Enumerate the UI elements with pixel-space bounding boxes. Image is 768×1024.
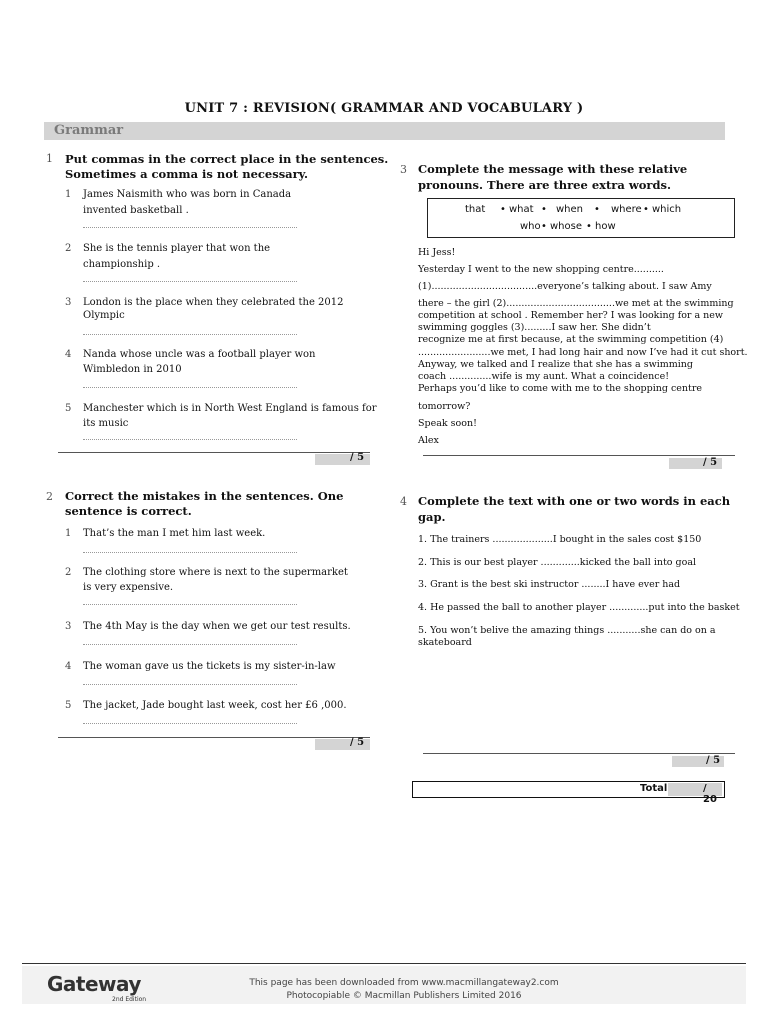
answer-line[interactable] <box>83 439 297 440</box>
sentence-line: That’s the man I met him last week. <box>83 528 266 539</box>
word-option: where <box>611 204 642 215</box>
sentence-line: Olympic <box>83 310 125 321</box>
question-instruction: Correct the mistakes in the sentences. One <box>65 489 344 503</box>
item-number: 4 <box>65 661 72 672</box>
bullet-separator: • <box>586 221 592 232</box>
item-number: 3 <box>65 621 72 632</box>
score-rule <box>423 753 735 754</box>
message-line: ........................we met, I had long hair and now I’ve had it cut short. <box>418 347 748 358</box>
word-option: that <box>465 204 486 215</box>
item-number: 4 <box>65 349 72 360</box>
sentence-line: Nanda whose uncle was a football player won <box>83 349 316 360</box>
sentence-line: invented basketball . <box>83 205 189 216</box>
answer-line[interactable] <box>83 644 297 645</box>
answer-line[interactable] <box>83 552 297 553</box>
score-rule <box>58 452 370 453</box>
message-line: there – the girl (2)....................................we met at the swimming <box>418 298 734 309</box>
sentence-line: London is the place when they celebrated the 2012 <box>83 297 344 308</box>
question-instruction: Sometimes a comma is not necessary. <box>65 167 309 181</box>
gap-sentence: 4. He passed the ball to another player .............put into the basket <box>418 602 740 613</box>
word-option: who <box>520 221 541 232</box>
message-line: Alex <box>418 435 439 446</box>
edition-label: 2nd Edition <box>112 996 147 1003</box>
word-option: whose <box>550 221 582 232</box>
word-option: what <box>509 204 534 215</box>
message-line: Perhaps you’d like to come with me to the shopping centre <box>418 383 703 394</box>
gap-sentence: 1. The trainers ....................I bought in the sales cost $150 <box>418 534 702 545</box>
sentence-line: The 4th May is the day when we get our test results. <box>83 621 351 632</box>
message-line: swimming goggles (3).........I saw her. She didn’t <box>418 322 651 333</box>
message-line: recognize me at first because, at the swimming competition (4) <box>418 334 724 345</box>
question-number: 2 <box>46 490 53 503</box>
item-number: 5 <box>65 403 72 414</box>
sentence-line: The jacket, Jade bought last week, cost her £6 ,000. <box>83 700 347 711</box>
bullet-separator: • <box>643 204 649 215</box>
message-line: (1)...................................everyone’s talking about. I saw Amy <box>418 281 712 292</box>
word-option: how <box>595 221 616 232</box>
message-line: Yesterday I went to the new shopping centre.......... <box>418 264 664 275</box>
sentence-line: championship . <box>83 259 161 270</box>
footer-download-note: This page has been downloaded from www.macmillangateway2.com <box>249 978 559 988</box>
page-title: UNIT 7 : REVISION( GRAMMAR AND VOCABULARY ) <box>184 101 584 116</box>
score-label: / 5 <box>706 755 721 766</box>
section-bar <box>44 122 725 140</box>
total-score: / 20 <box>703 783 717 805</box>
item-number: 1 <box>65 189 72 200</box>
message-line: Anyway, we talked and I realize that she has a swimming <box>418 359 693 370</box>
gateway-logo: Gateway <box>47 972 141 996</box>
item-number: 2 <box>65 567 72 578</box>
bullet-separator: • <box>500 204 506 215</box>
sentence-line: Wimbledon in 2010 <box>83 364 182 375</box>
gap-sentence: 2. This is our best player .............kicked the ball into goal <box>418 557 697 568</box>
question-number: 3 <box>400 163 407 176</box>
bullet-separator: • <box>594 204 600 215</box>
question-instruction: Put commas in the correct place in the sentences. <box>65 152 389 166</box>
sentence-line: its music <box>83 418 129 429</box>
answer-line[interactable] <box>83 281 297 282</box>
word-option: when <box>556 204 584 215</box>
sentence-line: The clothing store where is next to the supermarket <box>83 567 348 578</box>
footer-copyright: Photocopiable © Macmillan Publishers Limited 2016 <box>286 991 522 1001</box>
item-number: 2 <box>65 243 72 254</box>
message-line: tomorrow? <box>418 401 471 412</box>
question-number: 4 <box>400 495 407 508</box>
word-box <box>427 198 735 238</box>
question-instruction: Complete the message with these relative <box>418 162 688 176</box>
gap-sentence: skateboard <box>418 637 472 648</box>
question-instruction: Complete the text with one or two words in each <box>418 494 731 508</box>
message-line: coach ..............wife is my aunt. What a coincidence! <box>418 371 670 382</box>
sentence-line: She is the tennis player that won the <box>83 243 271 254</box>
section-title: Grammar <box>54 123 124 138</box>
footer-rule <box>22 963 746 964</box>
bullet-separator: • <box>541 221 547 232</box>
item-number: 1 <box>65 528 72 539</box>
message-line: competition at school . Remember her? I was looking for a new <box>418 310 724 321</box>
item-number: 3 <box>65 297 72 308</box>
item-number: 5 <box>65 700 72 711</box>
score-label: / 5 <box>350 452 365 463</box>
score-rule <box>58 737 370 738</box>
score-label: / 5 <box>703 457 718 468</box>
answer-line[interactable] <box>83 334 297 335</box>
score-label: / 5 <box>350 737 365 748</box>
message-line: Speak soon! <box>418 418 477 429</box>
total-label: Total <box>640 783 668 794</box>
answer-line[interactable] <box>83 684 297 685</box>
score-rule <box>423 455 735 456</box>
answer-line[interactable] <box>83 604 297 605</box>
total-box <box>412 781 725 805</box>
sentence-line: The woman gave us the tickets is my sister-in-law <box>83 661 336 672</box>
question-number: 1 <box>46 152 53 165</box>
answer-line[interactable] <box>83 227 297 228</box>
answer-line[interactable] <box>83 723 297 724</box>
sentence-line: Manchester which is in North West England is famous for <box>83 403 377 414</box>
gap-sentence: 3. Grant is the best ski instructor ........I have ever had <box>418 579 681 590</box>
word-option: which <box>652 204 682 215</box>
question-instruction: pronouns. There are three extra words. <box>418 178 671 192</box>
message-line: Hi Jess! <box>418 247 456 258</box>
sentence-line: James Naismith who was born in Canada <box>83 189 292 200</box>
question-instruction: sentence is correct. <box>65 504 192 518</box>
question-instruction: gap. <box>418 510 446 524</box>
answer-line[interactable] <box>83 387 297 388</box>
sentence-line: is very expensive. <box>83 582 174 593</box>
gap-sentence: 5. You won’t belive the amazing things ...........she can do on a <box>418 625 716 636</box>
bullet-separator: • <box>541 204 547 215</box>
